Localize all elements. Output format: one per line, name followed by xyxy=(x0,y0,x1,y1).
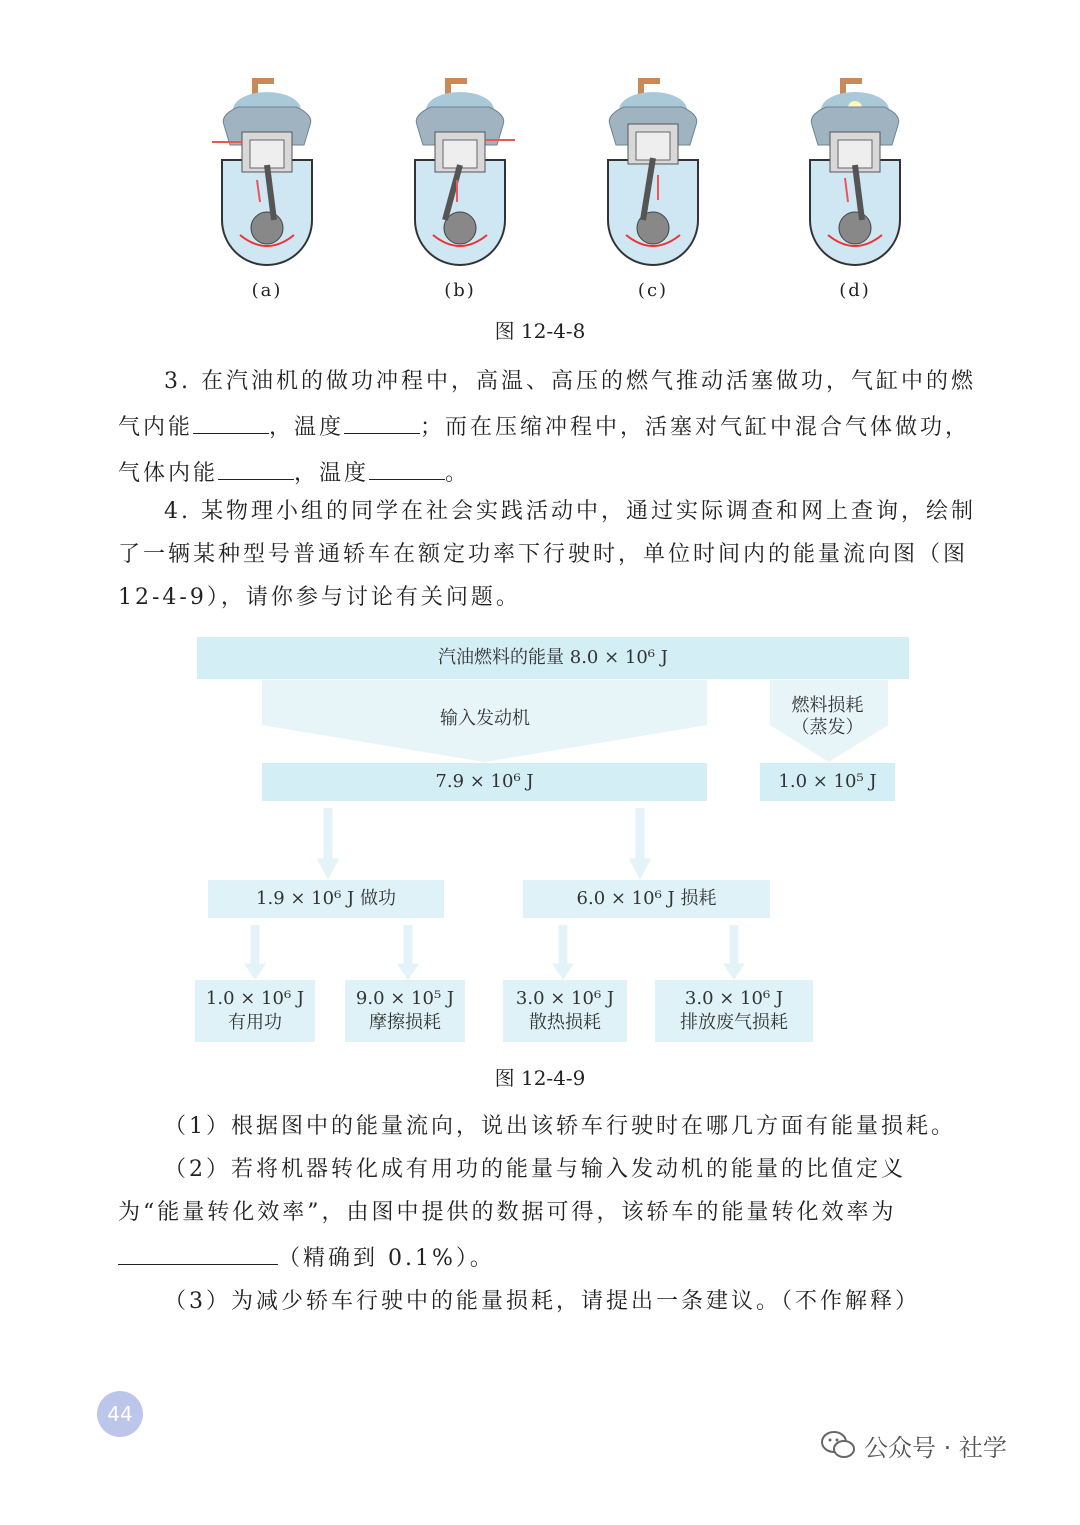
figure-caption-12-4-8: 图 12-4-8 xyxy=(494,319,586,343)
figure-label-b: (b) xyxy=(444,280,476,301)
answer-blank[interactable] xyxy=(218,449,294,480)
flow-engine-input-value: 7.9 × 10⁶ J xyxy=(435,771,534,792)
sub-question-2: （2）若将机器转化成有用功的能量与输入发动机的能量的比值定义 xyxy=(164,1157,906,1182)
sub-questions: （1）根据图中的能量流向，说出该轿车行驶时在哪几方面有能量损耗。 （2）若将机器转化成有用功的能量与输入发动机的能量的比值定义 为“能量转化效率”，由图中提供的数据可得，该轿车的能量转化效率为 （精确到 0.1%）。 （3）为减少轿车行驶中的能量损耗，请提出一条建议。（不作解释） xyxy=(118,1105,978,1323)
flow-loss-value: 6.0 × 10⁶ J 损耗 xyxy=(576,888,717,909)
flow-leaf-useful-work: 1.0 × 10⁶ J 有用功 xyxy=(195,980,315,1042)
flow-arrow-down xyxy=(552,925,574,980)
engine-diagram-c xyxy=(598,70,708,270)
figure-caption-12-4-9: 图 12-4-9 xyxy=(494,1066,586,1090)
flow-loss-label: 燃料损耗 （蒸发） xyxy=(791,695,864,738)
engine-diagram-b xyxy=(405,70,515,270)
flow-leaf-exhaust-loss: 3.0 × 10⁶ J 排放废气损耗 xyxy=(655,980,813,1042)
flow-leaf-friction-loss: 9.0 × 10⁵ J 摩擦损耗 xyxy=(345,980,465,1042)
engine-diagram-d xyxy=(800,70,910,270)
flow-arrow-down xyxy=(317,808,339,880)
flow-top-band xyxy=(197,637,909,679)
wechat-icon xyxy=(820,1429,856,1461)
sub-question-1: （1）根据图中的能量流向，说出该轿车行驶时在哪几方面有能量损耗。 xyxy=(164,1114,956,1139)
watermark-text: 公众号 · 社学 xyxy=(864,1433,1007,1462)
flow-leaf-heat-loss: 3.0 × 10⁶ J 散热损耗 xyxy=(503,980,627,1042)
flow-work-value: 1.9 × 10⁶ J 做功 xyxy=(256,888,396,909)
figure-label-d: (d) xyxy=(839,280,871,301)
flow-input-label: 输入发动机 xyxy=(440,708,530,729)
flow-loss-box xyxy=(523,880,770,918)
flow-fuel-loss-value: 1.0 × 10⁵ J xyxy=(778,771,877,792)
flow-arrow-down xyxy=(629,808,651,880)
flow-top-label: 汽油燃料的能量 8.0 × 10⁶ J xyxy=(438,647,668,668)
answer-blank[interactable] xyxy=(193,403,269,434)
engine-diagram-a xyxy=(212,70,322,270)
question-3: 3. 在汽油机的做功冲程中，高温、高压的燃气推动活塞做功，气缸中的燃 气内能 ，温度 ；而在压缩冲程中，活塞对气缸中混合气体做功， 气体内能 ，温度 。 xyxy=(118,369,976,486)
flow-engine-input-box xyxy=(262,763,707,801)
figure-label-c: (c) xyxy=(637,280,669,301)
watermark xyxy=(820,1425,1007,1465)
answer-blank[interactable] xyxy=(344,403,420,434)
flow-arrow-down xyxy=(723,925,745,980)
figure-label-a: (a) xyxy=(251,280,283,301)
flow-arrow-down xyxy=(397,925,419,980)
answer-blank[interactable] xyxy=(118,1234,278,1265)
answer-blank[interactable] xyxy=(369,449,445,480)
question-4: 4. 某物理小组的同学在社会实践活动中，通过实际调查和网上查询，绘制 了一辆某种型号普通轿车在额定功率下行驶时，单位时间内的能量流向图（图 12-4-9），请你参与讨论有关问题。 xyxy=(118,499,976,610)
flow-work-box xyxy=(208,880,444,918)
flow-fuel-loss-box xyxy=(760,763,895,801)
page-number: 44 xyxy=(97,1391,143,1437)
flow-arrow-down xyxy=(244,925,266,980)
sub-question-3: （3）为减少轿车行驶中的能量损耗，请提出一条建议。（不作解释） xyxy=(164,1289,920,1314)
